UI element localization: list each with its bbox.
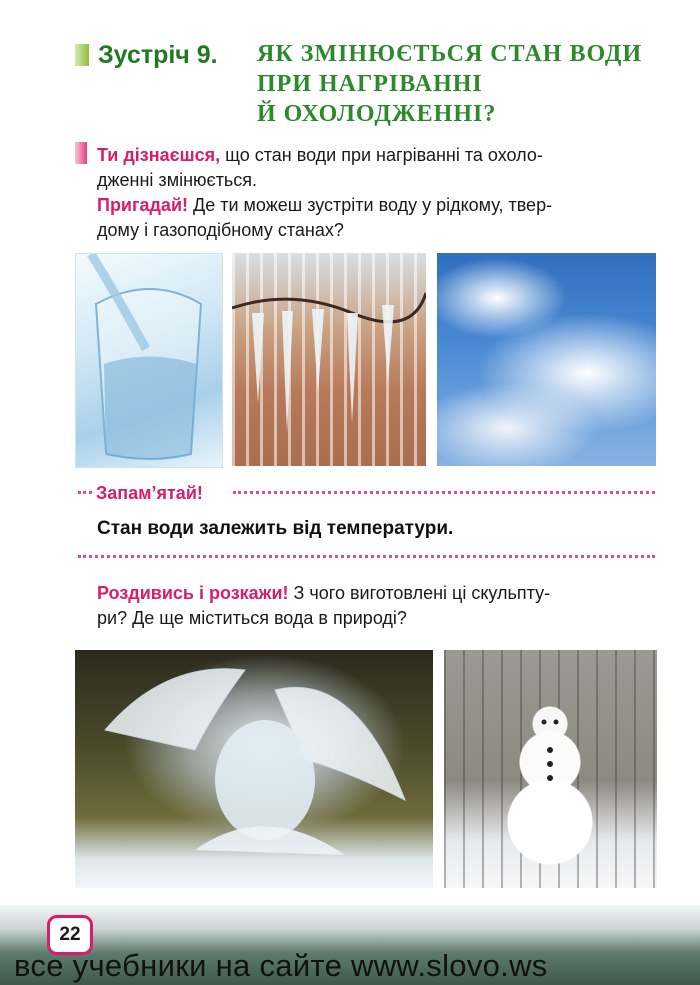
photo-ice-sculpture-eagle: [75, 650, 433, 888]
intro-text: що стан води при нагріванні та охоло-: [220, 145, 543, 165]
remember-text: Стан води залежить від температури.: [97, 518, 454, 539]
photo-clouds-in-sky: [437, 253, 656, 466]
topic-title-line-3: Й ОХОЛОДЖЕННІ?: [257, 101, 497, 127]
recall-lead: Пригадай!: [97, 195, 189, 215]
remember-title: Запам’ятай!: [96, 483, 203, 503]
recall-line-1: [97, 193, 552, 218]
look-text: З чого виготовлені ці скульпту-: [288, 583, 551, 603]
photo-icicles-on-brick-wall: [232, 253, 426, 466]
intro-marker: [75, 142, 87, 164]
footer-site-link[interactable]: все учебники на сайте www.slovo.ws: [14, 948, 548, 983]
meeting-label: Зустріч 9.: [98, 41, 218, 69]
remember-dots-top: [233, 491, 655, 494]
recall-text: Де ти можеш зустріти воду у рідкому, твер-: [188, 195, 553, 215]
intro-lead: Ти дізнаєшся,: [97, 145, 221, 165]
page-number: 22: [59, 924, 81, 945]
photo-glass-of-water: [75, 253, 223, 468]
title-marker: [75, 44, 89, 66]
intro-line-2: дженні змінюється.: [97, 170, 258, 190]
look-line-1: [97, 581, 550, 606]
snowman-illustration: [444, 650, 657, 888]
photo-snowman: [444, 650, 657, 888]
remember-dots-bottom: [78, 555, 655, 558]
eagle-sculpture-illustration: [75, 650, 433, 888]
icicles-illustration: [232, 253, 426, 466]
intro-line-1: [97, 143, 543, 168]
recall-line-2: дому і газоподібному станах?: [97, 220, 344, 240]
glass-illustration: [76, 254, 222, 467]
topic-title-line-2: ПРИ НАГРІВАННІ: [257, 71, 483, 97]
topic-title-line-1: ЯК ЗМІНЮЄТЬСЯ СТАН ВОДИ: [257, 41, 643, 67]
look-lead: Роздивись і розкажи!: [97, 583, 289, 603]
remember-dots-left: [78, 491, 92, 494]
look-line-2: ри? Де ще міститься вода в природі?: [97, 608, 407, 628]
